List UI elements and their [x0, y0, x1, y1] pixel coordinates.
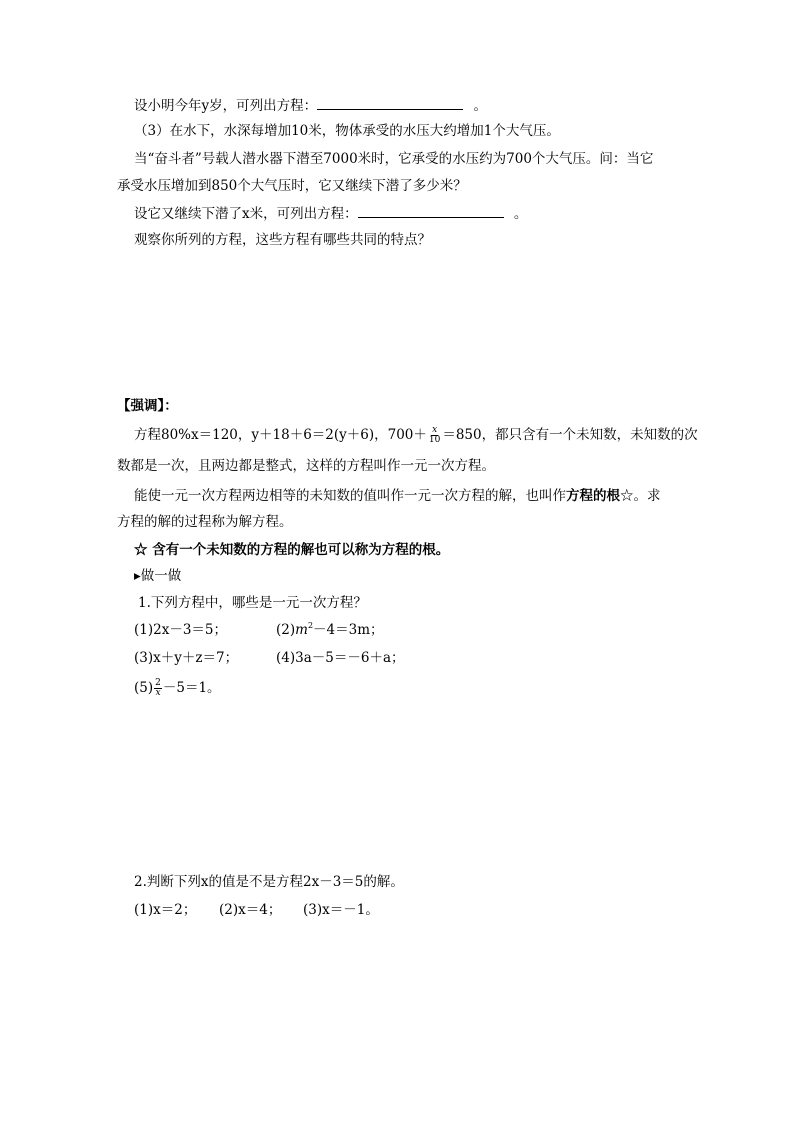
root-definition-line-2: 方程的解的过程称为解方程。	[117, 514, 293, 530]
option-1-5	[134, 678, 221, 698]
option-1-2-suffix: －4＝3m；	[313, 622, 384, 638]
option-1-2-prefix: (2)	[276, 622, 296, 638]
option-1-1: (1)2x－3＝5；	[134, 622, 228, 638]
option-1-2-exponent: 2	[307, 621, 314, 630]
definition-line-2: 数都是一次，且两边都是整式，这样的方程叫作一元一次方程。	[117, 458, 495, 474]
option-1-4: (4)3a－5＝－6＋a；	[276, 650, 405, 666]
depth-equation-prompt: 设它又继续下潜了x米，可列出方程：	[134, 206, 358, 222]
fraction-x-over-10	[428, 426, 441, 445]
submersible-line-2: 承受水压增加到850个大气压时，它又继续下潜了多少米？	[117, 178, 467, 194]
option-1-5-suffix: －5＝1。	[162, 680, 221, 696]
line-depth-equation	[134, 203, 527, 224]
problem-3-line: （3）在水下，水深每增加10米，物体承受的水压大约增加1个大气压。	[134, 123, 560, 139]
age-equation-prompt: 设小明今年y岁，可列出方程：	[134, 98, 318, 114]
fraction-denominator: x	[155, 688, 161, 698]
option-2-2: (2)x＝4；	[219, 902, 282, 918]
root-definition-text-a: 能使一元一次方程两边相等的未知数的值叫作一元一次方程的解，也叫作	[134, 488, 566, 504]
root-term: 方程的根	[566, 488, 620, 504]
option-1-2	[276, 620, 384, 640]
question-2: 2.判断下列x的值是不是方程2x－3＝5的解。	[134, 874, 404, 890]
observe-question: 观察你所列的方程，这些方程有哪些共同的特点？	[134, 232, 431, 248]
definition-text-b: ＝850，都只含有一个未知数，未知数的次	[442, 427, 698, 443]
emphasis-heading: 【强调】：	[117, 398, 178, 414]
definition-text-a: 方程80%x＝120，y＋18＋6＝2(y＋6)，700＋	[134, 427, 427, 443]
option-2-1: (1)x＝2；	[134, 902, 197, 918]
age-equation-end: 。	[473, 98, 487, 114]
option-1-3: (3)x＋y＋z＝7；	[134, 650, 239, 666]
definition-line-1	[134, 425, 698, 445]
line-age-equation	[134, 95, 487, 116]
age-equation-blank[interactable]	[317, 95, 463, 110]
question-1: 1.下列方程中，哪些是一元一次方程？	[138, 595, 367, 611]
fraction-2-over-x	[154, 679, 162, 698]
depth-equation-blank[interactable]	[358, 203, 504, 218]
practice-heading: ▸做一做	[134, 568, 182, 584]
root-definition-line-1	[134, 486, 661, 506]
option-1-5-prefix: (5)	[134, 680, 154, 696]
submersible-line-1: 当“奋斗者”号载人潜水器下潜至7000米时，它承受的水压约为700个大气压。问：当它	[134, 151, 654, 167]
option-2-3: (3)x＝－1。	[303, 902, 379, 918]
root-definition-text-b: ☆。求	[620, 488, 661, 504]
star-note: ☆ 含有一个未知数的方程的解也可以称为方程的根。	[134, 542, 450, 558]
fraction-numerator: x	[432, 425, 438, 435]
option-1-2-var: m	[295, 622, 308, 638]
fraction-numerator: 2	[155, 678, 161, 688]
depth-equation-end: 。	[513, 206, 528, 222]
fraction-denominator: 10	[428, 435, 441, 445]
